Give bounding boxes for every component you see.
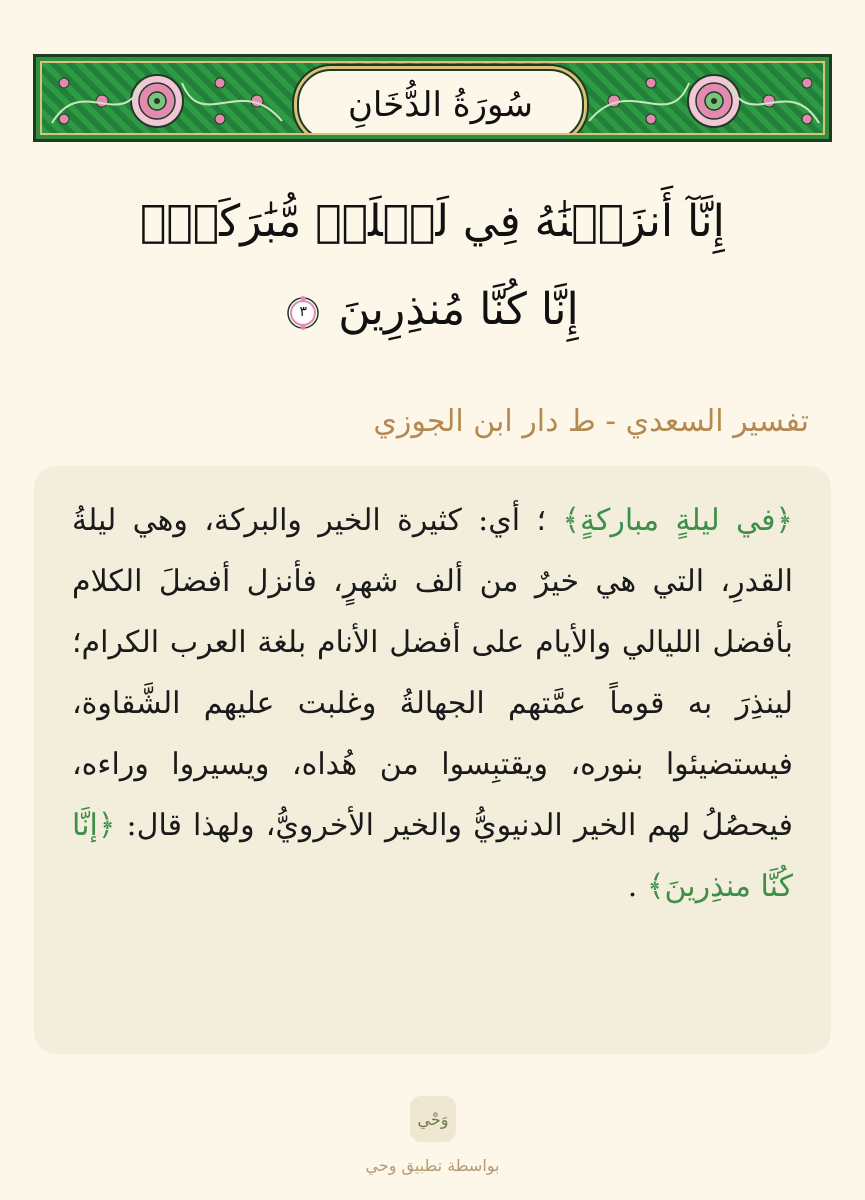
banner-ornament: [40, 61, 825, 135]
tafsir-text-2: .: [627, 869, 647, 904]
app-logo-icon[interactable]: [410, 1096, 456, 1142]
verse-line-2-text: إِنَّا كُنَّا مُنذِرِينَ: [338, 284, 579, 335]
verse-line-2: [60, 266, 805, 354]
tafsir-source-title: تفسير السعدي - ط دار ابن الجوزي: [373, 404, 809, 439]
verse-line-1: إِنَّآ أَنزَلۡنَٰهُ فِي لَيۡلَةٖ مُّبَٰرَكَةٍۚ: [140, 196, 725, 247]
tafsir-quote-2: ﴿إنَّا كُنَّا منذِرينَ﴾: [72, 808, 793, 904]
app-credit: بواسطة تطبيق وحي: [365, 1156, 500, 1175]
tafsir-card: [34, 466, 831, 1054]
surah-banner: [33, 54, 832, 142]
verse-text: [60, 178, 805, 354]
right-rosette-icon: [688, 75, 740, 127]
left-rosette-icon: [131, 75, 183, 127]
tafsir-body: [72, 490, 793, 917]
surah-title-cartouche: [297, 69, 584, 135]
ayah-number: ٣: [299, 303, 308, 320]
tafsir-quote-1: ﴿في ليلةٍ مباركةٍ﴾: [562, 503, 793, 538]
tafsir-text-1: ؛ أي: كثيرة الخير والبركة، وهي ليلةُ القدرِ، التي هي خيرٌ من ألف شهرٍ، فأنزل أفضلَ الكلام بأفضل الليالي والأيام على أفضل الأنام بلغة العرب الكرام؛ لينذِرَ به قوماً عمَّتهم الجهالةُ وغلبت عليهم الشَّقاوة، فيستضيئوا بنوره، ويقتبِسوا من هُداه، ويسيروا وراءه، فيحصُلُ لهم الخير الدنيويُّ والخير الأخرويُّ، ولهذا قال:: [72, 503, 793, 843]
app-logo-text: وَحْي: [417, 1109, 449, 1129]
ayah-number-marker: [286, 296, 320, 330]
surah-title: سُورَةُ الدُّخَانِ: [347, 85, 534, 125]
